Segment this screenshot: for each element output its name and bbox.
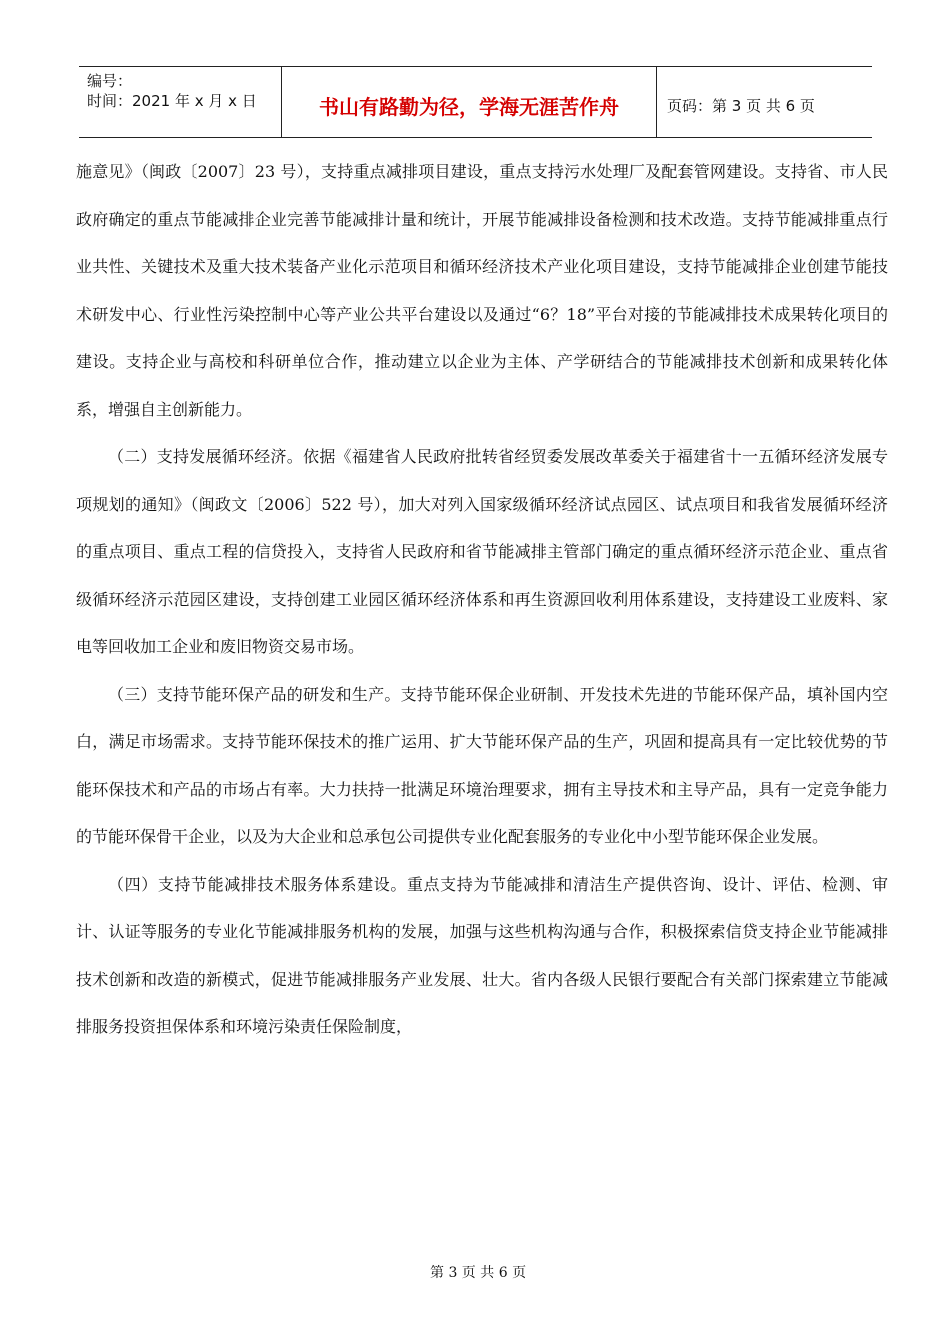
paragraph-2: （二）支持发展循环经济。依据《福建省人民政府批转省经贸委发展改革委关于福建省十一五循环经济发展专项规划的通知》（闽政文〔2006〕522 号），加大对列入国家级循环经济试点园区、试点项目和我省发展循环经济的重点项目、重点工程的信贷投入，支持省人民政府和省节能减排主管部门确定的重点循环经济示范企业、重点省级循环经济示范园区建设，支持创建工业园区循环经济体系和再生资源回收利用体系建设，支持建设工业废料、家电等回收加工企业和废旧物资交易市场。	[76, 447, 888, 656]
paragraph-3: （三）支持节能环保产品的研发和生产。支持节能环保企业研制、开发技术先进的节能环保产品，填补国内空白，满足市场需求。支持节能环保技术的推广运用、扩大节能环保产品的生产，巩固和提高具有一定比较优势的节能环保技术和产品的市场占有率。大力扶持一批满足环境治理要求，拥有主导技术和主导产品，具有一定竞争能力的节能环保骨干企业，以及为大企业和总承包公司提供专业化配套服务的专业化中小型节能环保企业发展。	[76, 684, 888, 846]
header-page-number: 页码：第 3 页 共 6 页	[667, 96, 815, 115]
document-body	[76, 148, 888, 1051]
header-motto: 书山有路勤为径，学海无涯苦作舟	[282, 67, 657, 137]
page-header	[79, 66, 872, 138]
header-meta	[79, 67, 282, 137]
paragraph-1: 施意见》（闽政〔2007〕23 号），支持重点减排项目建设，重点支持污水处理厂及配套管网建设。支持省、市人民政府确定的重点节能减排企业完善节能减排计量和统计，开展节能减排设备检测和技术改造。支持节能减排重点行业共性、关键技术及重大技术装备产业化示范项目和循环经济技术产业化项目建设，支持节能减排企业创建节能技术研发中心、行业性污染控制中心等产业公共平台建设以及通过“6？18”平台对接的节能减排技术成果转化项目的建设。支持企业与高校和科研单位合作，推动建立以企业为主体、产学研结合的节能减排技术创新和成果转化体系，增强自主创新能力。	[76, 162, 888, 419]
document-number-label: 编号：	[87, 72, 133, 90]
page-footer: 第 3 页 共 6 页	[430, 1265, 527, 1281]
paragraph-4: （四）支持节能减排技术服务体系建设。重点支持为节能减排和清洁生产提供咨询、设计、评估、检测、审计、认证等服务的专业化节能减排服务机构的发展，加强与这些机构沟通与合作，积极探索信贷支持企业节能减排技术创新和改造的新模式，促进节能减排服务产业发展、壮大。省内各级人民银行要配合有关部门探索建立节能减排服务投资担保体系和环境污染责任保险制度，	[76, 874, 888, 1036]
document-date: 时间：2021 年 x 月 x 日	[87, 92, 257, 110]
